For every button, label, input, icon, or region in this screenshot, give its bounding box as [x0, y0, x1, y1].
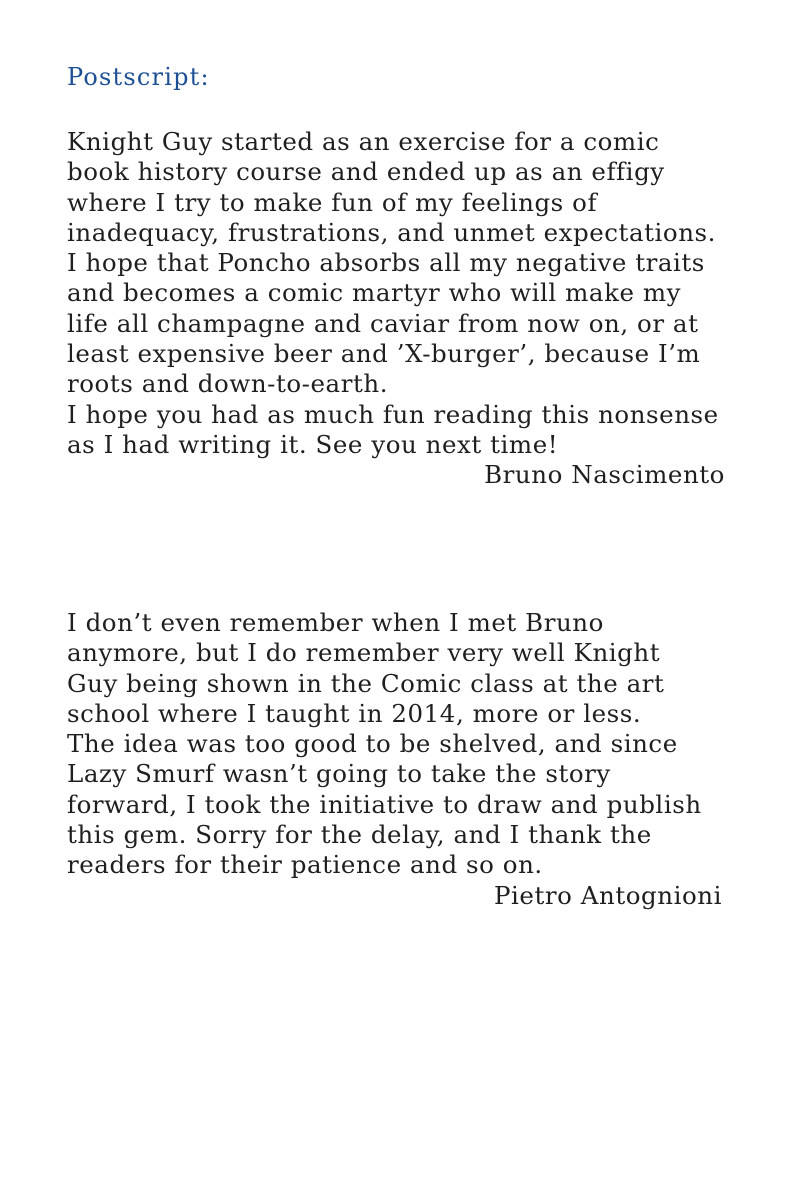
note-line: Guy being shown in the Comic class at the art — [67, 668, 665, 698]
note-line: roots and down-to-earth. — [67, 369, 389, 399]
note-line: this gem. Sorry for the delay, and I thank the — [67, 820, 652, 850]
note-line: Lazy Smurf wasn’t going to take the story — [67, 759, 611, 789]
note-line: book history course and ended up as an effigy — [67, 157, 665, 187]
note-line: as I had writing it. See you next time! — [67, 429, 559, 459]
note-line: where I try to make fun of my feelings of — [67, 187, 598, 217]
note-line: anymore, but I do remember very well Knight — [67, 638, 661, 668]
note-line: The idea was too good to be shelved, and since — [67, 729, 678, 759]
postscript-heading: Postscript: — [67, 63, 210, 91]
note-line: inadequacy, frustrations, and unmet expectations. — [67, 217, 716, 247]
note-line: I don’t even remember when I met Bruno — [67, 608, 604, 637]
bruno-note — [67, 127, 747, 491]
note-line: Knight Guy started as an exercise for a comic — [67, 127, 660, 156]
note-line: forward, I took the initiative to draw and publish — [67, 789, 702, 819]
note-line: least expensive beer and ’X-burger’, because I’m — [67, 339, 701, 369]
pietro-note — [67, 608, 747, 911]
signature-bruno: Bruno Nascimento — [484, 460, 725, 490]
note-line: I hope that Poncho absorbs all my negative traits — [67, 248, 705, 278]
note-line: readers for their patience and so on. — [67, 850, 543, 880]
signature-pietro: Pietro Antognioni — [494, 880, 722, 910]
note-line: school where I taught in 2014, more or less. — [67, 698, 642, 728]
note-line: and becomes a comic martyr who will make my — [67, 278, 682, 308]
note-line: life all champagne and caviar from now on, or at — [67, 308, 699, 338]
note-line: I hope you had as much fun reading this nonsense — [67, 399, 719, 429]
